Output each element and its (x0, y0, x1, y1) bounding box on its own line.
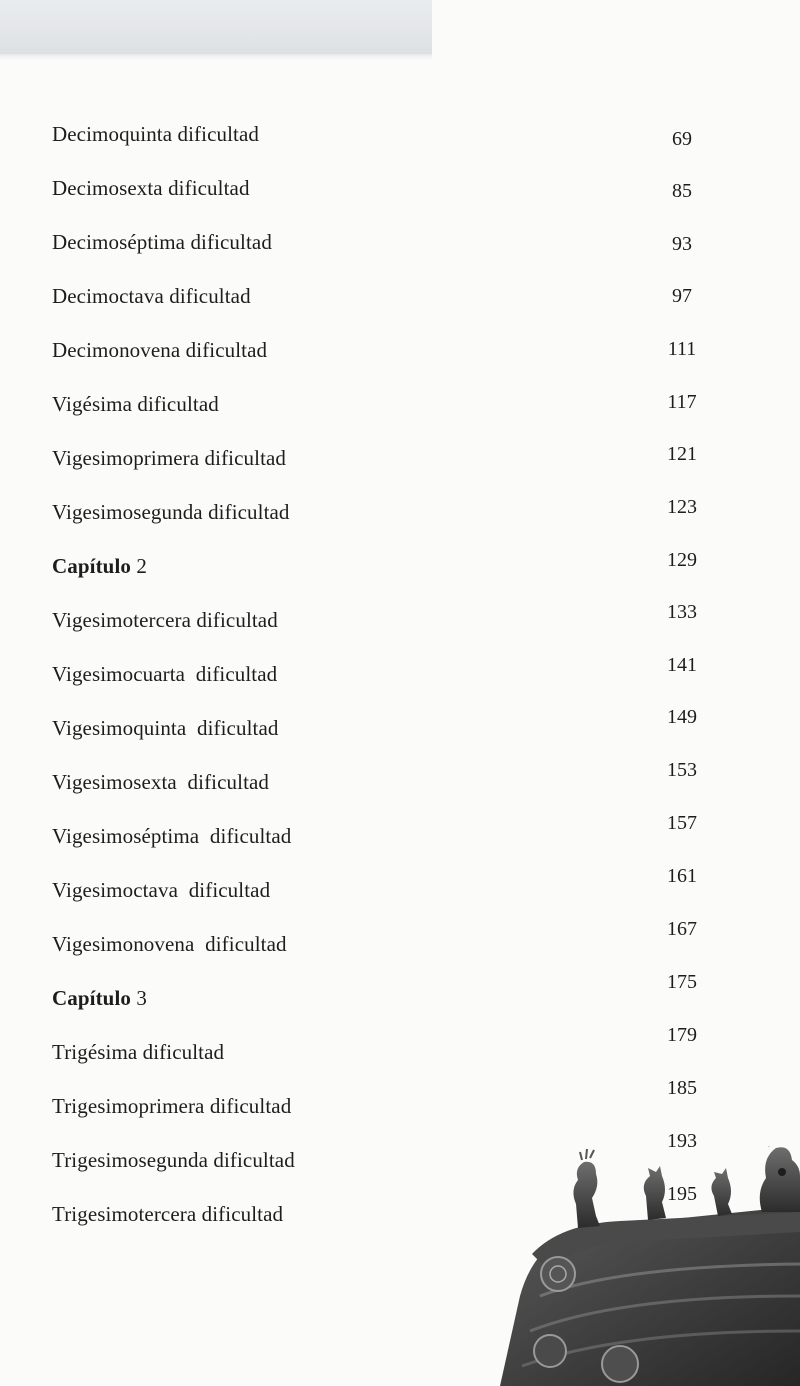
toc-entry (52, 122, 732, 162)
toc-entry (52, 230, 732, 270)
toc-page-number: 149 (667, 706, 697, 728)
toc-entry-title: Vigesimoséptima dificultad (52, 824, 292, 848)
toc-entry-title: Vigesimosexta dificultad (52, 770, 270, 794)
toc-entry (52, 865, 732, 918)
toc-page-number: 85 (672, 180, 692, 202)
toc-page-number: 69 (672, 128, 692, 150)
toc-entry-title: Vigesimoctava dificultad (52, 878, 271, 902)
toc-entry-title: Vigesimoprimera dificultad (52, 446, 287, 470)
toc-entry-title: Vigesimocuarta dificultad (52, 662, 278, 686)
toc-entry (52, 654, 732, 702)
toc-page-number: 129 (667, 549, 697, 571)
toc-page-number: 93 (672, 233, 692, 255)
toc-entry (52, 1024, 732, 1080)
toc-page-number: 141 (667, 654, 697, 676)
toc-entry-title: Trigesimosegunda dificultad (52, 1148, 295, 1172)
toc-entry (52, 443, 732, 486)
toc-entry (52, 338, 732, 378)
toc-entry (52, 971, 732, 1026)
toc-page-number: 175 (667, 971, 697, 993)
chapter-label: Capítulo (52, 554, 131, 578)
toc-entry-title: Vigesimotercera dificultad (52, 608, 278, 632)
toc-page-number: 179 (667, 1024, 697, 1046)
toc-entry (52, 176, 732, 216)
toc-page-number: 111 (667, 338, 697, 360)
chapter-heading (52, 986, 147, 1011)
toc-entry-title: Decimoctava dificultad (52, 284, 251, 308)
roof-ridge-guardian-figures-icon (500, 1146, 800, 1386)
toc-entry-title: Trigesimotercera dificultad (52, 1202, 284, 1226)
toc-entry (52, 496, 732, 540)
toc-page-number: 117 (667, 391, 697, 413)
toc-entry-title: Vigesimonovena dificultad (52, 932, 287, 956)
toc-entry (52, 812, 732, 864)
toc-entry (52, 549, 732, 594)
toc-entry-title: Trigésima dificultad (52, 1040, 225, 1064)
toc-entry (52, 392, 732, 432)
toc-entry (52, 601, 732, 648)
toc-entry-title: Decimoséptima dificultad (52, 230, 272, 254)
toc-entry (52, 706, 732, 756)
toc-page-number: 153 (667, 759, 697, 781)
toc-entry-title: Decimosexta dificultad (52, 176, 250, 200)
toc-page-number: 123 (667, 496, 697, 518)
toc-page-number: 161 (667, 865, 697, 887)
chapter-heading (52, 554, 147, 579)
toc-entry (52, 284, 732, 324)
toc-entry-title: Decimoquinta dificultad (52, 122, 259, 146)
toc-entry-title: Decimonovena dificultad (52, 338, 268, 362)
toc-page-number: 195 (667, 1183, 697, 1205)
toc-entry (52, 918, 732, 972)
chapter-number: 3 (131, 986, 147, 1010)
toc-page-number: 133 (667, 601, 697, 623)
chapter-label: Capítulo (52, 986, 131, 1010)
toc-entry-title: Vigésima dificultad (52, 392, 219, 416)
toc-entry-title: Trigesimoprimera dificultad (52, 1094, 292, 1118)
toc-page-number: 193 (667, 1130, 697, 1152)
toc-page-number: 167 (667, 918, 697, 940)
toc-entry (52, 759, 732, 810)
toc-page-number: 157 (667, 812, 697, 834)
toc-page-number: 97 (672, 285, 692, 307)
toc-page-number: 185 (667, 1077, 697, 1099)
toc-entry-title: Vigesimoquinta dificultad (52, 716, 279, 740)
toc-entry-title: Vigesimosegunda dificultad (52, 500, 290, 524)
toc-entry (52, 1077, 732, 1134)
chapter-number: 2 (131, 554, 147, 578)
toc-page-number: 121 (667, 443, 697, 465)
